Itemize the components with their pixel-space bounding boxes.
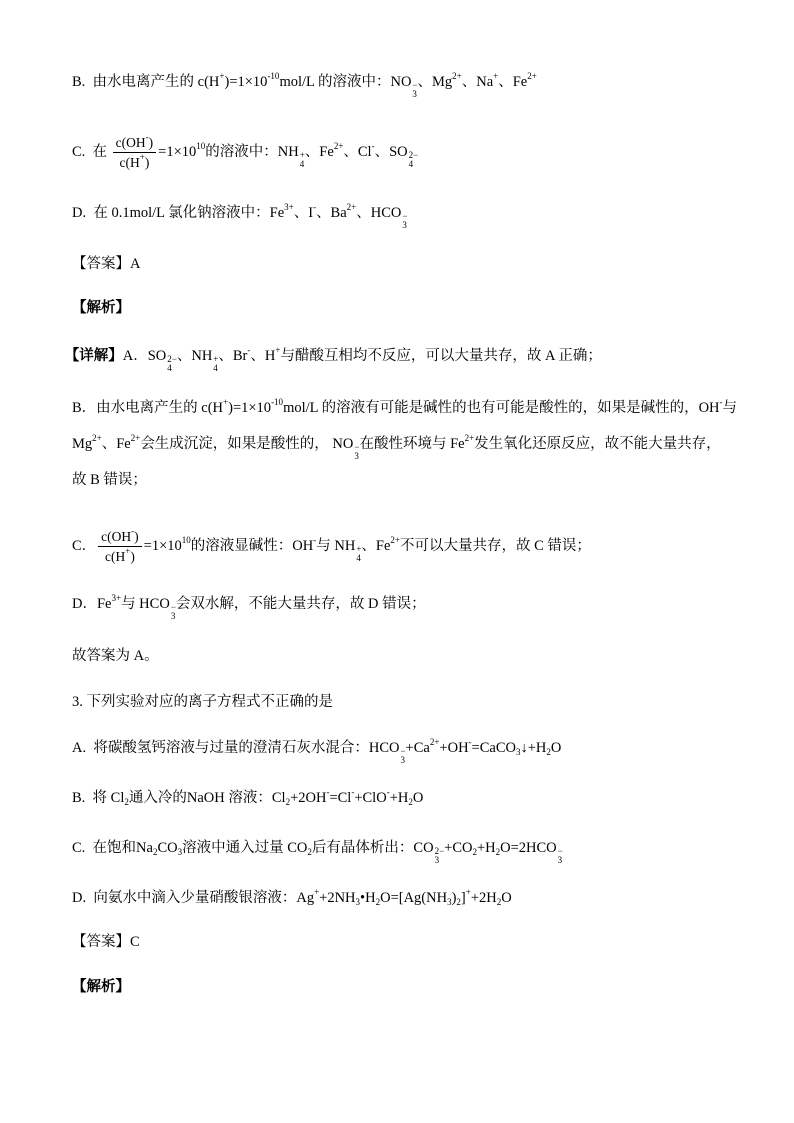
q3-option-d: D. 向氨水中滴入少量硝酸银溶液：$Ag^++2NH_3•H_2O=[Ag(NH_3)_2]^++2H_2O$ — [72, 887, 512, 907]
q3-stem: 3. 下列实验对应的离子方程式不正确的是 — [72, 694, 333, 710]
q3-option-b: B. 将 $Cl_2$通入冷的NaOH 溶液：$Cl_2+2OH^-=Cl^-+ClO^-+H_2O$ — [72, 787, 424, 807]
q2-detail-a: 【详解】A．SO 2− 4 、NH + 4 、Br-、H+与醋酸互相均不反应，可以大量共存，故 A 正确； — [72, 345, 602, 373]
q3-analysis-label: 【解析】 — [72, 979, 130, 995]
ratio-fraction: $\frac{c(OH^-)}{c(H^+)}$ — [113, 134, 157, 171]
q2-detail-b-line2: $Mg^{2+}$、$Fe^{2+}$会生成沉淀，如果是酸性的， NO − 3 在酸性环境与 $Fe^{2+}$发生氧化还原反应，故不能大量共存， — [72, 433, 721, 461]
q3-option-a: A. 将碳酸氢钙溶液与过量的澄清石灰水混合：HCO − 3 $+Ca^{2+}+OH^-=CaCO_3↓+H_2O$ — [72, 737, 562, 765]
q3-answer: 【答案】C — [72, 934, 140, 950]
q3-option-c: C. 在饱和$Na_2CO_3$溶液中通入过量 $CO_2$后有晶体析出：CO 2− 3 $+CO_2+H_2O=2HCO$ − 3 — [72, 840, 563, 865]
q2-option-c: C. 在 $\frac{c(OH^-)}{c(H^+)}$ $=1\times 10^{10}$的溶液中：NH + 4 、$Fe^{2+}$、Cl-、SO 2− 4 — [72, 132, 419, 170]
q2-option-b: B. 由水电离产生的 $c(H^+)=1\times 10^{-10}mol/L$ 的溶液中：NO − 3 、$Mg^{2+}$、Na+、$Fe^{2+}$ — [72, 71, 537, 99]
q2-option-d: D. 在 0.1mol/L 氯化钠溶液中：$Fe^{3+}$、I-、$Ba^{2+}$、HCO − 3 — [72, 202, 408, 230]
q2-detail-d: D．$Fe^{3+}$与 HCO − 3 会双水解，不能大量共存，故 D 错误； — [72, 593, 426, 621]
q2-conclusion: 故答案为 A。 — [72, 648, 159, 664]
q2-detail-b-line3: 故 B 错误； — [72, 472, 147, 488]
q2-analysis-label: 【解析】 — [72, 300, 130, 316]
ratio-fraction-2: $\frac{c(OH^-)}{c(H^+)}$ — [98, 528, 142, 565]
q2-detail-c: C． $\frac{c(OH^-)}{c(H^+)}$ $=1\times 10^{10}$的溶液显碱性：OH-与 NH + 4 、$Fe^{2+}$不可以大量共存，故 C 错误； — [72, 526, 591, 564]
q2-answer: 【答案】A — [72, 256, 141, 272]
q2-detail-b-line1: B．由水电离产生的 $c(H^+)=1\times 10^{-10}mol/L$ 的溶液有可能是碱性的也有可能是酸性的，如果是碱性的，OH-与 — [72, 397, 738, 416]
